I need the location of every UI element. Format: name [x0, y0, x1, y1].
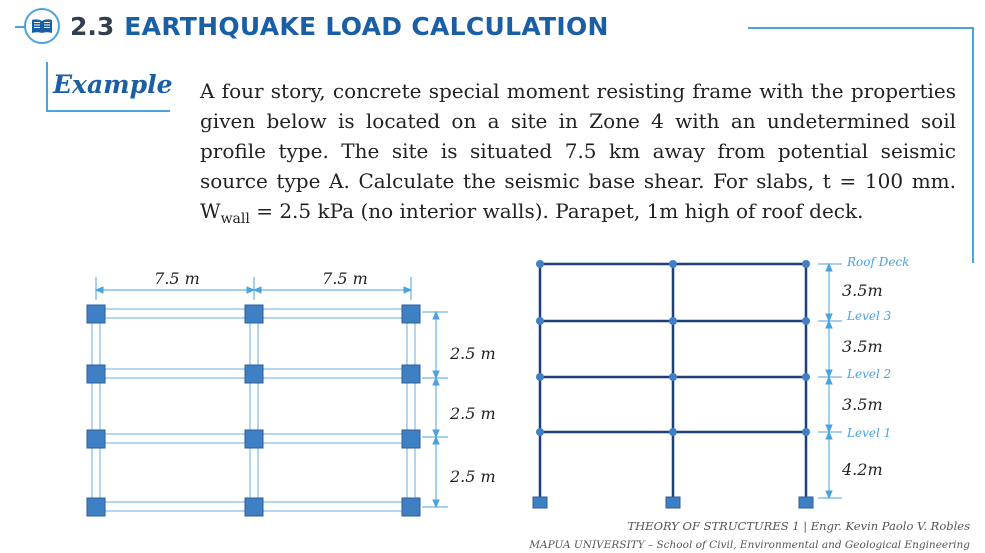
level-label-2: Level 2	[847, 367, 892, 381]
plan-bay-y-label-2: 2.5 m	[450, 404, 496, 423]
wall-subscript: wall	[220, 211, 250, 227]
story-height-1: 4.2m	[842, 460, 883, 479]
story-height-2: 3.5m	[842, 395, 883, 414]
level-label-3: Level 3	[847, 309, 892, 323]
plan-bay-y-label-3: 2.5 m	[450, 467, 496, 486]
section-number: 2.3	[70, 11, 115, 41]
plan-bay-y-label-1: 2.5 m	[450, 344, 496, 363]
footer-course: THEORY OF STRUCTURES 1 | Engr. Kevin Paolo V. Robles	[627, 519, 970, 533]
problem-text: A four story, concrete special moment resisting frame with the properties given below is located on a site in Zone 4 with an undetermined soil profile type. The site is situated 7.5 km away from potential seismic source type A. Calculate the seismic base shear. For slabs, t = 100 mm. W	[200, 79, 956, 223]
story-height-4: 3.5m	[842, 281, 883, 300]
footer-university: MAPUA UNIVERSITY – School of Civil, Environmental and Geological Engineering	[529, 539, 970, 551]
elevation-dimension	[818, 264, 842, 498]
plan-bay-x-label-2: 7.5 m	[322, 269, 368, 288]
elevation-frame	[540, 264, 806, 500]
plan-bay-x-label-1: 7.5 m	[154, 269, 200, 288]
level-label-roof: Roof Deck	[847, 255, 910, 269]
section-title: EARTHQUAKE LOAD CALCULATION	[124, 11, 609, 41]
story-height-3: 3.5m	[842, 337, 883, 356]
example-label: Example	[53, 70, 173, 99]
elevation-supports	[533, 497, 813, 508]
problem-text-end: = 2.5 kPa (no interior walls). Parapet, 1m high of roof deck.	[249, 199, 864, 223]
level-label-1: Level 1	[847, 426, 892, 440]
